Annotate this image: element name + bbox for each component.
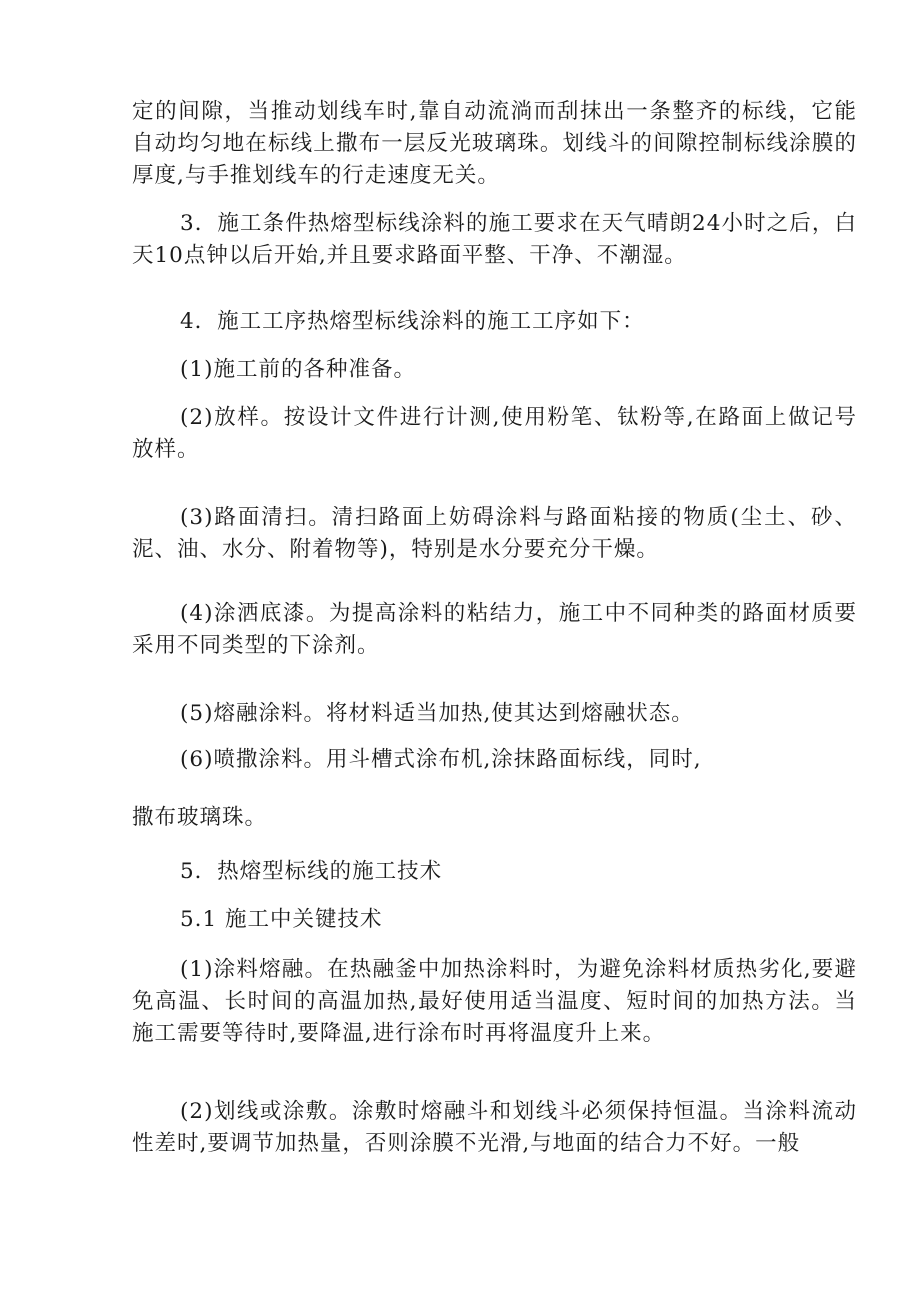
paragraph-construction-procedure: 4．施工工序热熔型标线涂料的施工工序如下： [180, 309, 645, 334]
section-heading-5: 5．热熔型标线的施工技术 [180, 859, 443, 884]
paragraph-line-coating: (2)划线或涂敷。涂敷时熔融斗和划线斗必须保持恒温。当涂料流动性差时,要调节加热量，否则涂膜不光滑,与地面的结合力不好。一般 [132, 1099, 857, 1156]
paragraph-step-5: (5)熔融涂料。将材料适当加热,使其达到熔融状态。 [180, 701, 694, 726]
paragraph-step-2: (2)放样。按设计文件进行计测,使用粉笔、钛粉等,在路面上做记号放样。 [132, 405, 857, 462]
paragraph-paint-melting: (1)涂料熔融。在热融釜中加热涂料时，为避免涂料材质热劣化,要避免高温、长时间的高温加热,最好使用适当温度、短时间的加热方法。当施工需要等待时,要降温,进行涂布时再将温度升上来。 [132, 957, 857, 1046]
paragraph-step-3: (3)路面清扫。清扫路面上妨碍涂料与路面粘接的物质(尘土、砂、泥、油、水分、附着物等)，特别是水分要充分干燥。 [132, 505, 857, 562]
paragraph-step-4: (4)涂洒底漆。为提高涂料的粘结力，施工中不同种类的路面材质要采用不同类型的下涂剂。 [132, 601, 857, 658]
paragraph-construction-conditions: 3．施工条件热熔型标线涂料的施工要求在天气晴朗24小时之后，白天10点钟以后开始,并且要求路面平整、干净、不潮湿。 [132, 211, 857, 268]
paragraph-step-1: (1)施工前的各种准备。 [180, 357, 416, 382]
paragraph-step-6: (6)喷撒涂料。用斗槽式涂布机,涂抹路面标线，同时, [180, 747, 702, 772]
paragraph-step-6-continued: 撒布玻璃珠。 [132, 805, 268, 830]
paragraph-marking-gap: 定的间隙，当推动划线车时,靠自动流淌而刮抹出一条整齐的标线，它能自动均匀地在标线上撒布一层反光玻璃珠。划线斗的间隙控制标线涂膜的厚度,与手推划线车的行走速度无关。 [132, 99, 857, 188]
section-heading-5-1: 5.1 施工中关键技术 [180, 907, 383, 932]
